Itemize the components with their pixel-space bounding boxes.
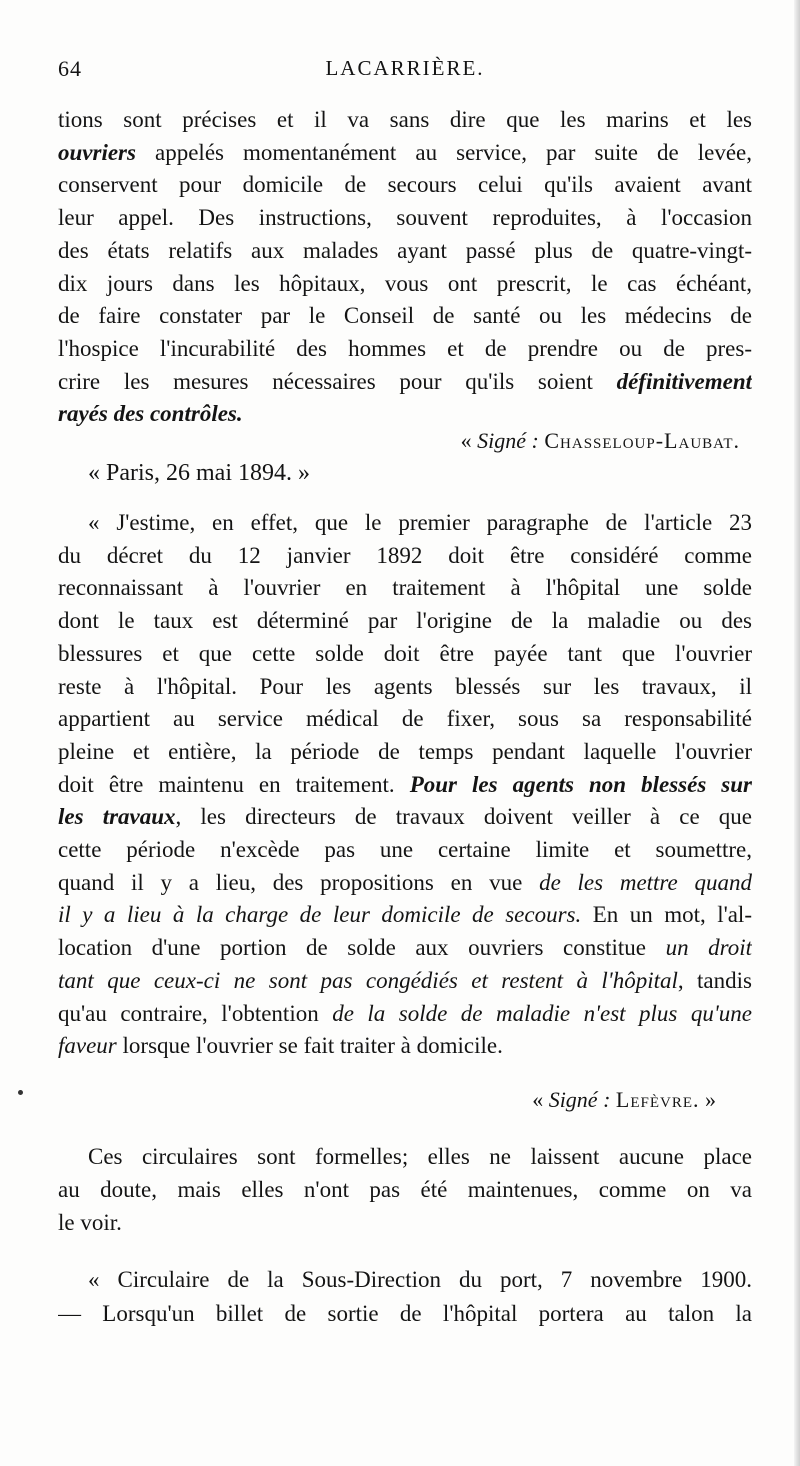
text-line: tions sont précises et il va sans dire que les marins et les bbox=[58, 107, 752, 132]
text-line: doit être maintenu en traitement. Pour les agents non blessés sur bbox=[58, 771, 752, 797]
text-line: dix jours dans les hôpitaux, vous ont prescrit, le cas échéant, bbox=[58, 270, 752, 296]
text-line: des états relatifs aux malades ayant passé plus de quatre-vingt- bbox=[58, 237, 752, 263]
text-line: « J'estime, en effet, que le premier paragraphe de l'article 23 bbox=[88, 510, 752, 535]
paragraph-commentary bbox=[58, 1140, 752, 1239]
paragraph-circular-1900 bbox=[58, 1263, 752, 1331]
emphasis-ouvriers: ouvriers bbox=[58, 139, 136, 165]
text-line: leur appel. Des instructions, souvent reproduites, à l'occasion bbox=[58, 205, 752, 231]
text-line: l'hospice l'incurabilité des hommes et de prendre ou de pres- bbox=[58, 335, 752, 361]
text-line: — Lorsqu'un billet de sortie de l'hôpital portera au talon la bbox=[58, 1301, 752, 1326]
text-line: conservent pour domicile de secours celui qu'ils avaient avant bbox=[58, 172, 752, 198]
paragraph-lefevre-letter bbox=[58, 507, 752, 1063]
text-line: dont le taux est déterminé par l'origine de la maladie ou des bbox=[58, 608, 752, 634]
page-header bbox=[58, 56, 752, 86]
text-line: quand il y a lieu, des propositions en vue de les mettre quand bbox=[58, 869, 752, 895]
signature-lefevre: « Signé : Lefèvre. » bbox=[532, 1087, 716, 1112]
page-edge-shadow bbox=[794, 0, 800, 1466]
text-line: appartient au service médical de fixer, sous sa responsabilité bbox=[58, 706, 752, 732]
text-line: du décret du 12 janvier 1892 doit être considéré comme bbox=[58, 542, 752, 568]
paragraph-circular-excerpt bbox=[58, 104, 752, 431]
page-number: 64 bbox=[58, 56, 82, 81]
text-line: location d'une portion de solde aux ouvriers constitue un droit bbox=[58, 935, 752, 961]
text-line: cette période n'excède pas une certaine limite et soumettre, bbox=[58, 837, 752, 863]
signature-name: Lefèvre. bbox=[615, 1087, 700, 1112]
text-line: de faire constater par le Conseil de santé ou les médecins de bbox=[58, 303, 752, 329]
text-line: au doute, mais elles n'ont pas été maintenues, comme on va bbox=[58, 1177, 752, 1202]
text-line: crire les mesures nécessaires pour qu'ils soient définitivement bbox=[58, 368, 752, 394]
text-line: « Circulaire de la Sous-Direction du port, 7 novembre 1900. bbox=[88, 1267, 752, 1292]
text-line: pleine et entière, la période de temps pendant laquelle l'ouvrier bbox=[58, 738, 752, 764]
text-line: tant que ceux-ci ne sont pas congédiés et restent à l'hôpital, tandis bbox=[58, 967, 752, 993]
text-line: ouvriers appelés momentanément au service, par suite de levée, bbox=[58, 139, 752, 165]
ink-speck bbox=[18, 1090, 23, 1095]
text-line: reste à l'hôpital. Pour les agents blessés sur les travaux, il bbox=[58, 673, 752, 699]
text-line: faveur lorsque l'ouvrier se fait traiter à domicile. bbox=[58, 1033, 503, 1059]
text-line: le voir. bbox=[58, 1210, 122, 1235]
text-line: qu'au contraire, l'obtention de la solde de maladie n'est plus qu'une bbox=[58, 1000, 752, 1026]
signature-chasseloup: « Signé : Chasseloup-Laubat. bbox=[460, 428, 740, 453]
text-line: blessures et que cette solde doit être payée tant que l'ouvrier bbox=[58, 640, 752, 666]
running-title: LACARRIÈRE. bbox=[325, 56, 485, 80]
text-line: Ces circulaires sont formelles; elles ne laissent aucune place bbox=[88, 1144, 752, 1169]
place-date-line: « Paris, 26 mai 1894. » bbox=[88, 460, 310, 486]
signature-label: Signé : bbox=[477, 428, 539, 453]
signature-label: Signé : bbox=[548, 1087, 611, 1112]
text-line: il y a lieu à la charge de leur domicile de secours. En un mot, l'al- bbox=[58, 902, 752, 928]
text-line: rayés des contrôles. bbox=[58, 401, 243, 427]
signature-name: Chasseloup-Laubat. bbox=[544, 428, 740, 453]
text-line: les travaux, les directeurs de travaux doivent veiller à ce que bbox=[58, 804, 752, 830]
text-line: reconnaissant à l'ouvrier en traitement à l'hôpital une solde bbox=[58, 575, 752, 601]
